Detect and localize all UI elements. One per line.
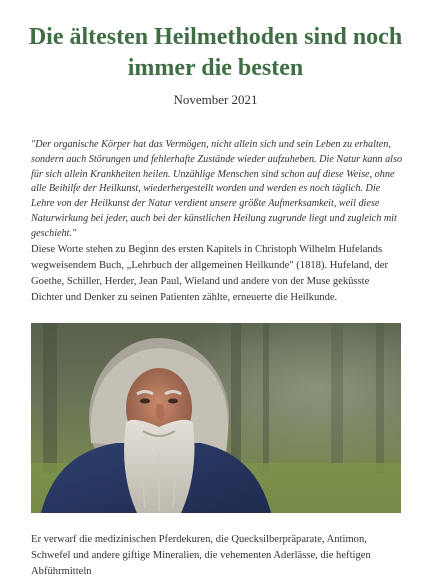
article-date: November 2021 [173,92,258,107]
intro-quote: "Der organische Körper hat das Vermögen, nicht allein sich und sein Leben zu erhalten, sondern auch Störungen und fehlerhafte Zustände wieder aufzuheben. Die Natur kann also für sich allein Krankheiten heilen. Unzählige Menschen sind schon auf diese Weise, ohne alle Beihilfe der Heilkunst, wiederhergestellt worden und werden es noch täglich. Die Lehre von der Heilkunst der Natur verdient unsere größte Aufmerksamkeit, weil diese Naturwirkung bei jeder, auch bei der künstlichen Heilung zugrunde liegt und zugleich mit geschieht." [31,139,403,239]
article-title: Die ältesten Heilmethoden sind noch immer die besten [28,24,403,81]
paragraph-1: Diese Worte stehen zu Beginn des ersten Kapitels in Christoph Wilhelm Hufelands wegweisendem Buch, „Lehrbuch der allgemeinen Heilkunde" (1818). Hufeland, der Goethe, Schiller, Herder, Jean Paul, Wieland und andere von der Muse geküsste Dichter und Denker zu seinen Patienten zählte, erneuerte die Heilkunde. [31,244,389,303]
paragraph-2: Er verwarf die medizinischen Pferdekuren, die Quecksilberpräparate, Antimon, Schwefel und andere giftige Mineralien, die vehementen Aderlässe, die heftigen Abführmitteln [31,534,371,577]
article-photo [31,323,401,513]
